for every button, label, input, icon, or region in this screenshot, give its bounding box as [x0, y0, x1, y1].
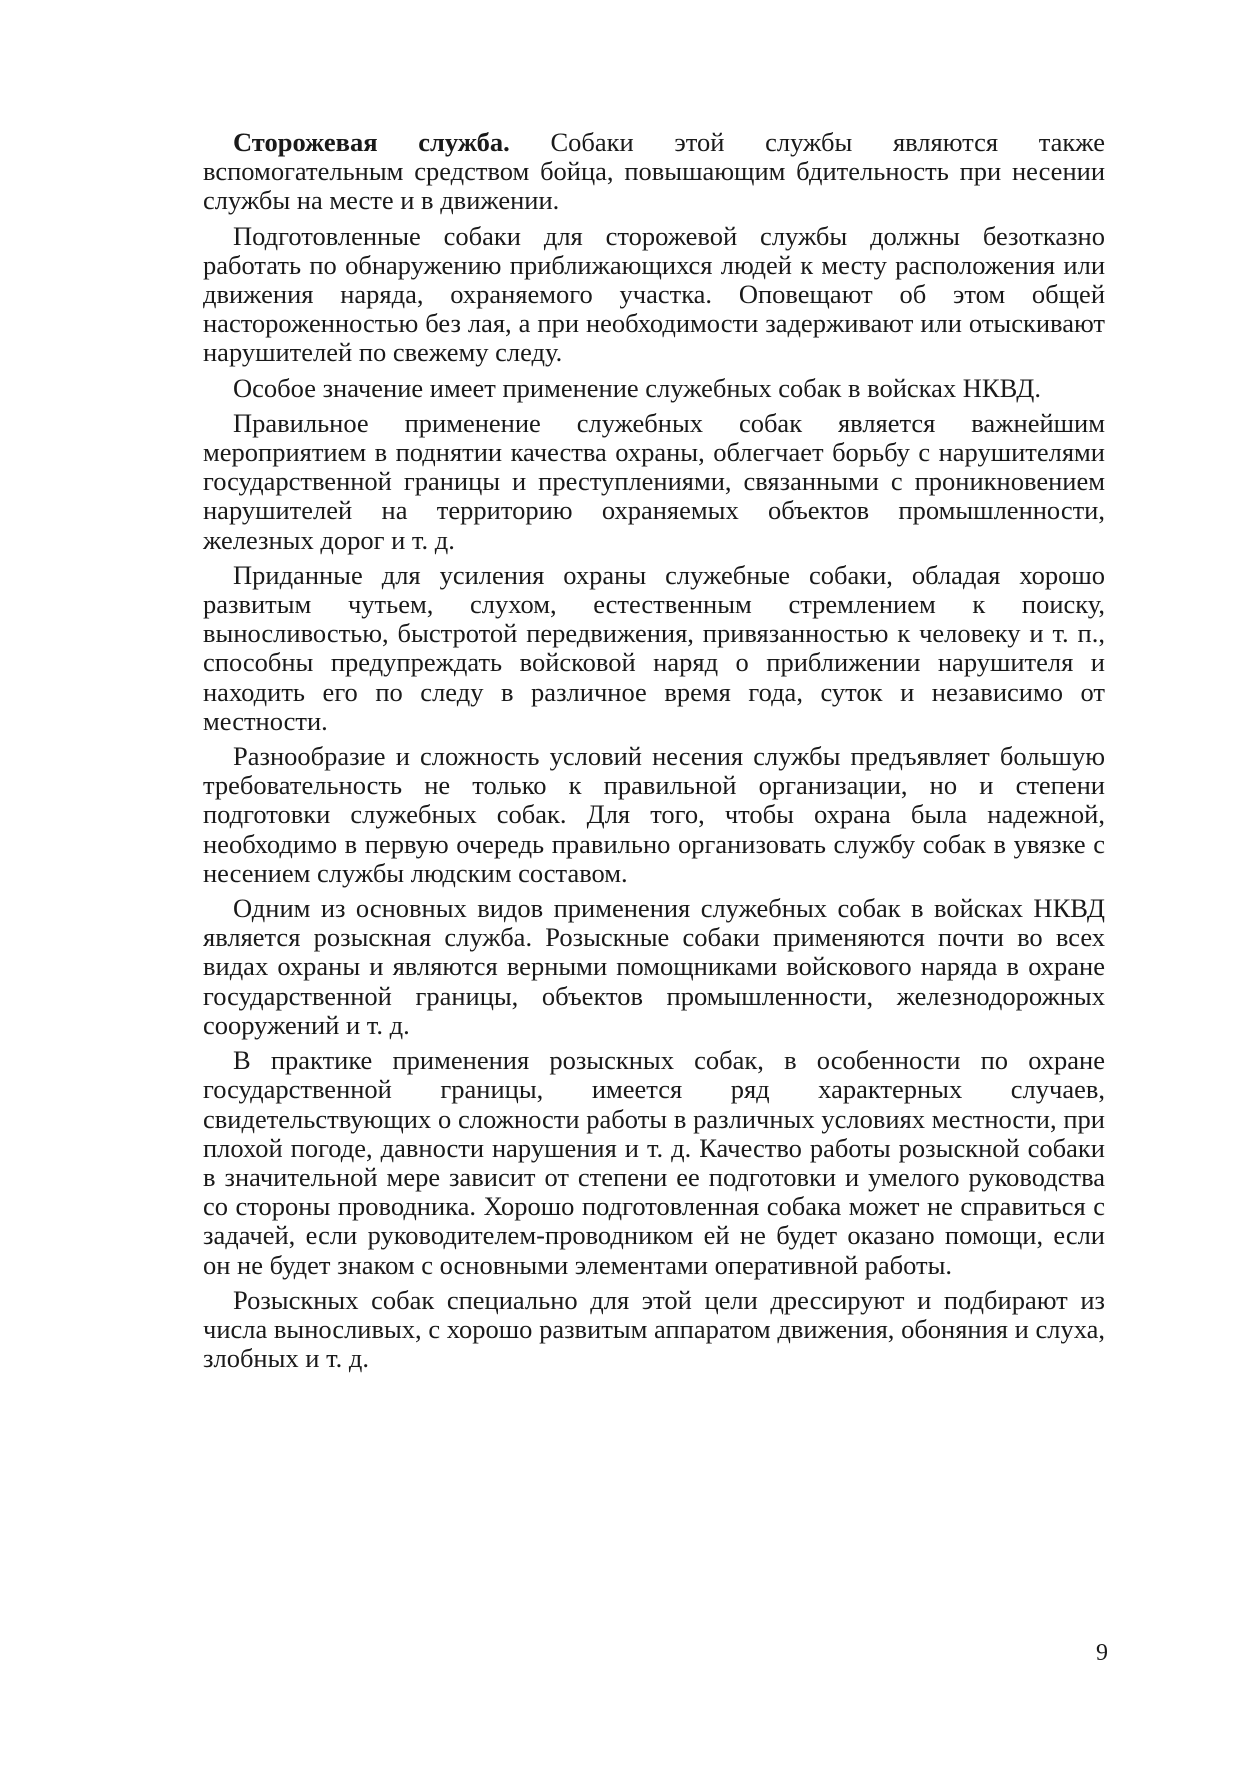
paragraph-text: Приданные для усиления охраны служебные собаки, обладая хорошо развитым чутьем, слухом, естественным стремлением к поиску, выносливостью, быстротой передвижения, привязанностью к человеку и т. п., способны предупреждать войсковой наряд о приближении нарушителя и находить его по следу в различное время года, суток и независимо от местности. — [203, 559, 1105, 736]
document-page — [203, 128, 1105, 1379]
section-heading-guard-service: Сторожевая служба. — [233, 127, 510, 157]
paragraph-text: Одним из основных видов применения служебных собак в войсках НКВД является розыскная служба. Розыскные собаки применяются почти во всех видах охраны и являются верными помощниками войскового наряда в охране государственной границы, объектов промышленности, железнодорожных сооружений и т. д. — [203, 893, 1105, 1040]
paragraph-text: Особое значение имеет применение служебных собак в войсках НКВД. — [233, 372, 1041, 403]
paragraph-text: Розыскных собак специально для этой цели дрессируют и подбирают из числа выносливых, с хорошо развитым аппаратом движения, обоняния и слуха, злобных и т. д. — [203, 1284, 1105, 1374]
paragraph-guard-service — [203, 128, 1105, 216]
page-number: 9 — [1096, 1640, 1108, 1666]
paragraph-text: Подготовленные собаки для сторожевой службы должны безотказно работать по обнаружению приближающихся людей к месту расположения или движения наряда, охраняемого участка. Оповещают об этом общей настороженностью без лая, а при необходимости задерживают или отыскивают нарушителей по свежему следу. — [203, 220, 1105, 368]
paragraph-text: Разнообразие и сложность условий несения службы предъявляет большую требовательность не только к правильной организации, но и степени подготовки служебных собак. Для того, чтобы охрана была надежной, необходимо в первую очередь правильно организовать службу собак в увязке с несением службы людским составом. — [203, 741, 1105, 888]
paragraph-text: Собаки этой службы являются также вспомогательным средством бойца, повышающим бдительность при несении службы на месте и в движении. — [203, 127, 1105, 216]
paragraph-text: Правильное применение служебных собак является важнейшим мероприятием в поднятии качества охраны, облегчает борьбу с нарушителями государственной границы и преступлениями, связанными с проникновением нарушителей на территорию охраняемых объектов промышленности, железных дорог и т. д. — [203, 407, 1105, 555]
paragraph-text: В практике применения розыскных собак, в особенности по охране государственной границы, имеется ряд характерных случаев, свидетельствующих о сложности работы в различных условиях местности, при плохой погоде, давности нарушения и т. д. Качество работы розыскной собаки в значительной мере зависит от степени ее подготовки и умелого руководства со стороны проводника. Хорошо подготовленная собака может не справиться с задачей, если руководителем-проводником ей не будет оказано помощи, если он не будет знаком с основными элементами оперативной работы. — [203, 1045, 1105, 1280]
